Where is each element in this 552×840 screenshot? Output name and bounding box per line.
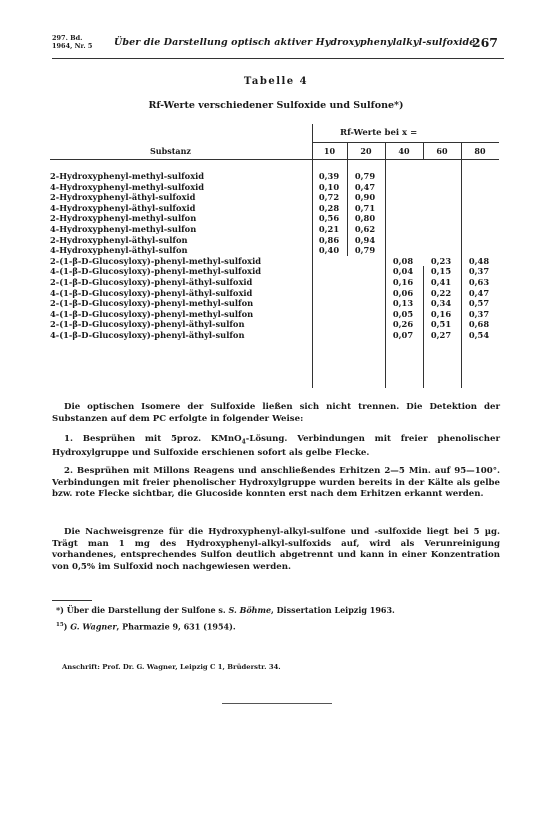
rf-value-x40: 0,07 bbox=[392, 330, 414, 340]
row-substance-name: 4-(1-β-D-Glucosyloxy)-phenyl-äthyl-sulfoxid bbox=[50, 287, 253, 298]
rf-value-x80: 0,68 bbox=[468, 319, 490, 330]
row-substance-name: 2-(1-β-D-Glucosyloxy)-phenyl-methyl-sulfoxid bbox=[50, 255, 262, 266]
volume-info bbox=[52, 34, 92, 50]
row-substance-name: 4-(1-β-D-Glucosyloxy)-phenyl-methyl-sulfoxid bbox=[50, 266, 262, 277]
row-substance-name: 2-Hydroxyphenyl-methyl-sulfon bbox=[50, 213, 197, 224]
rf-value-x40: 0,06 bbox=[392, 287, 414, 298]
table-row bbox=[50, 298, 499, 309]
rf-value-x20: 0,79 bbox=[354, 245, 376, 256]
paragraph-1: Die optischen Isomere der Sulfoxide ließen sich nicht trennen. Die Detektion der Substanzen auf dem PC erfolgte in folgender Weise: bbox=[52, 402, 500, 424]
rf-table bbox=[50, 118, 499, 390]
row-substance-name: 2-(1-β-D-Glucosyloxy)-phenyl-methyl-sulfon bbox=[50, 298, 254, 309]
table-row bbox=[50, 235, 499, 246]
footnote-1 bbox=[52, 605, 500, 616]
col-header-10: 10 bbox=[323, 146, 336, 156]
rf-value-x80: 0,37 bbox=[468, 308, 490, 319]
bottom-rule bbox=[222, 703, 332, 704]
rf-value-x80: 0,48 bbox=[468, 255, 490, 266]
table-header-rule bbox=[50, 159, 499, 160]
rf-value-x80: 0,47 bbox=[468, 287, 490, 298]
table-row bbox=[50, 182, 499, 193]
rf-value-x80: 0,57 bbox=[468, 298, 490, 309]
row-substance-name: 4-Hydroxyphenyl-äthyl-sulfoxid bbox=[50, 202, 196, 213]
rf-value-x20: 0,80 bbox=[354, 213, 376, 224]
page-number: 267 bbox=[471, 35, 498, 50]
rf-value-x10: 0,56 bbox=[318, 213, 340, 224]
table-caption: Rf-Werte verschiedener Sulfoxide und Sulfone*) bbox=[148, 100, 404, 111]
row-substance-name: 2-Hydroxyphenyl-äthyl-sulfoxid bbox=[50, 192, 196, 203]
col-header-40: 40 bbox=[398, 146, 410, 156]
footnote-2-post: , Pharmazie 9, 631 (1954). bbox=[116, 621, 236, 632]
paragraph-2-sub: 4 bbox=[241, 438, 246, 446]
rf-value-x10: 0,86 bbox=[318, 234, 340, 245]
footnote-2: $^{15}$) G. Wagner, Pharmazie 9, 631 (1954). bbox=[56, 621, 236, 632]
rf-value-x10: 0,21 bbox=[318, 224, 340, 234]
rf-value-x80: 0,37 bbox=[468, 266, 490, 277]
rf-value-x10: 0,28 bbox=[318, 202, 340, 213]
col-header-80: 80 bbox=[474, 146, 486, 156]
rf-value-x20: 0,90 bbox=[354, 192, 376, 203]
table-row bbox=[50, 277, 499, 288]
rf-value-x40: 0,04 bbox=[392, 266, 414, 277]
author-address: Anschrift: Prof. Dr. G. Wagner, Leipzig C 1, Brüderstr. 34. bbox=[62, 663, 281, 671]
table-row bbox=[50, 245, 499, 256]
rf-value-x60: 0,41 bbox=[430, 277, 452, 287]
rf-value-x60: 0,16 bbox=[430, 308, 452, 319]
row-substance-name: 2-Hydroxyphenyl-methyl-sulfoxid bbox=[50, 171, 205, 181]
rf-value-x60: 0,23 bbox=[430, 255, 452, 266]
rf-value-x40: 0,13 bbox=[392, 298, 414, 309]
volume-line-1: 297. Bd. bbox=[52, 34, 83, 42]
table-row bbox=[50, 171, 499, 182]
rf-value-x60: 0,34 bbox=[430, 298, 452, 309]
substanz-header: Substanz bbox=[150, 146, 191, 156]
table-row bbox=[50, 319, 499, 330]
footnote-1-pre: *) Über die Darstellung der Sulfone s. bbox=[56, 605, 229, 615]
paragraph-2-post: -Lösung. Verbindungen mit freier phenolischer Hydroxylgruppe und Sulfoxide erschienen sofort als gelbe Flecke. bbox=[52, 434, 500, 459]
rf-value-x80: 0,54 bbox=[468, 330, 490, 340]
row-substance-name: 4-Hydroxyphenyl-methyl-sulfoxid bbox=[50, 181, 205, 192]
footnote-rule bbox=[52, 600, 92, 601]
table-row bbox=[50, 192, 499, 203]
footnote-1-post: , Dissertation Leipzig 1963. bbox=[271, 605, 395, 615]
rf-value-x20: 0,79 bbox=[354, 171, 376, 181]
volume-line-2: 1964, Nr. 5 bbox=[52, 42, 93, 50]
rf-value-x60: 0,27 bbox=[430, 330, 452, 340]
row-substance-name: 4-(1-β-D-Glucosyloxy)-phenyl-methyl-sulfon bbox=[50, 308, 254, 319]
rf-value-x40: 0,05 bbox=[392, 308, 414, 319]
col-header-20: 20 bbox=[360, 146, 372, 156]
row-substance-name: 2-Hydroxyphenyl-äthyl-sulfon bbox=[50, 234, 188, 245]
paragraph-4: Die Nachweisgrenze für die Hydroxyphenyl-alkyl-sulfone und -sulfoxide liegt bei 5 µg. Trägt man 1 mg des Hydroxyphenyl-alkyl-sulfoxids auf, wird als Verunreinigung vorhandenes, entsprechendes Sulfon deutlich abgetrennt und kann in einer Konzentration von 0,5% im Sulfoxid noch nachgewiesen werden. bbox=[52, 527, 500, 572]
paragraph-2-pre: 1. Besprühen mit 5proz. KMnO bbox=[64, 434, 242, 444]
rf-value-x10: 0,39 bbox=[318, 171, 340, 181]
paragraph-3: 2. Besprühen mit Millons Reagens und anschließendes Erhitzen 2—5 Min. auf 95—100°. Verbindungen mit freier phenolischer Hydroxylgruppe wurden bereits in der Kälte als gelbe bzw. rote Flecke sichtbar, die Glucoside konnten erst nach dem Erhitzen erkannt werden. bbox=[52, 466, 500, 499]
rf-value-x60: 0,15 bbox=[430, 266, 452, 277]
table-label: Tabelle 4 bbox=[243, 76, 309, 87]
rf-value-x40: 0,08 bbox=[392, 255, 414, 266]
rf-value-x60: 0,22 bbox=[430, 287, 452, 298]
table-row bbox=[50, 288, 499, 299]
table-row bbox=[50, 309, 499, 320]
rf-value-x10: 0,40 bbox=[318, 245, 340, 256]
col-header-60: 60 bbox=[436, 146, 448, 156]
row-substance-name: 2-(1-β-D-Glucosyloxy)-phenyl-äthyl-sulfon bbox=[50, 319, 245, 330]
footnote-2-mark: 15 bbox=[56, 622, 64, 628]
paragraph-2 bbox=[52, 434, 500, 460]
row-substance-name: 4-(1-β-D-Glucosyloxy)-phenyl-äthyl-sulfon bbox=[50, 330, 245, 340]
rf-value-x20: 0,47 bbox=[354, 181, 376, 192]
rf-value-x10: 0,72 bbox=[318, 192, 340, 203]
table-row bbox=[50, 213, 499, 224]
table-row bbox=[50, 330, 499, 341]
table-row bbox=[50, 266, 499, 277]
table-row bbox=[50, 256, 499, 267]
rf-header: Rf-Werte bei x = bbox=[340, 128, 418, 138]
rf-value-x80: 0,63 bbox=[468, 277, 490, 287]
rf-value-x10: 0,10 bbox=[318, 181, 340, 192]
rf-value-x40: 0,16 bbox=[392, 277, 414, 287]
rf-header-rule bbox=[312, 142, 499, 143]
row-substance-name: 4-Hydroxyphenyl-methyl-sulfon bbox=[50, 224, 197, 234]
row-substance-name: 4-Hydroxyphenyl-äthyl-sulfon bbox=[50, 245, 188, 256]
table-row bbox=[50, 203, 499, 214]
row-substance-name: 2-(1-β-D-Glucosyloxy)-phenyl-äthyl-sulfoxid bbox=[50, 277, 253, 287]
footnote-1-author: S. Böhme bbox=[228, 605, 272, 615]
running-header bbox=[52, 34, 504, 59]
rf-value-x40: 0,26 bbox=[392, 319, 414, 330]
rf-value-x60: 0,51 bbox=[430, 319, 452, 330]
rf-value-x20: 0,62 bbox=[354, 224, 376, 234]
footnote-2-author: G. Wagner bbox=[70, 621, 117, 632]
rf-value-x20: 0,71 bbox=[354, 202, 376, 213]
table-row bbox=[50, 224, 499, 235]
running-title: Über die Darstellung optisch aktiver Hydroxyphenylalkyl-sulfoxide bbox=[114, 37, 476, 48]
rf-value-x20: 0,94 bbox=[354, 234, 376, 245]
